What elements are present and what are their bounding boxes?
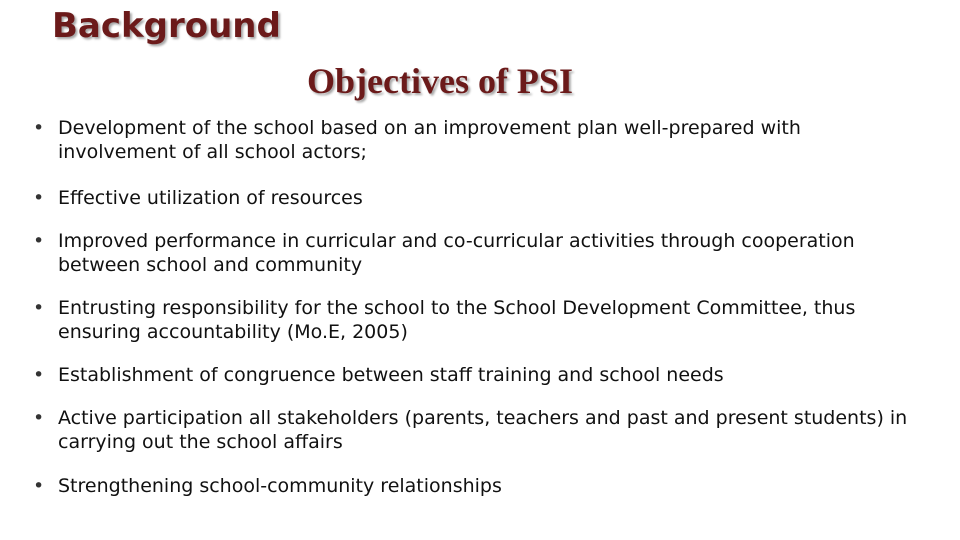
bullet-icon: • [33,297,45,319]
bullet-icon: • [33,187,45,209]
bullet-icon: • [33,117,45,139]
bullet-icon: • [33,475,45,497]
bullet-item [33,229,913,277]
bullet-text: Entrusting responsibility for the school to the School Development Committee, thus ensuring accountability (Mo.E, 2005) [58,297,856,343]
bullet-text: Establishment of congruence between staff training and school needs [58,364,724,386]
bullet-item [33,363,913,387]
bullet-text: Improved performance in curricular and co-curricular activities through cooperation between school and community [58,230,855,276]
bullet-icon: • [33,230,45,252]
bullet-icon: • [33,407,45,429]
bullet-text: Active participation all stakeholders (parents, teachers and past and present students) in carrying out the school affairs [58,407,908,453]
bullet-icon: • [33,364,45,386]
slide-subtitle: Objectives of PSI [307,61,573,101]
bullet-text: Effective utilization of resources [58,187,363,209]
bullet-text: Development of the school based on an improvement plan well-prepared with involvement of all school actors; [58,117,801,163]
bullet-item [33,296,913,344]
slide-title: Background [52,6,281,46]
bullet-item [33,474,913,498]
bullet-text: Strengthening school-community relationships [58,475,502,497]
bullet-item [33,406,913,454]
bullet-item [33,116,913,164]
bullet-item [33,186,913,210]
bullet-list [33,116,913,517]
